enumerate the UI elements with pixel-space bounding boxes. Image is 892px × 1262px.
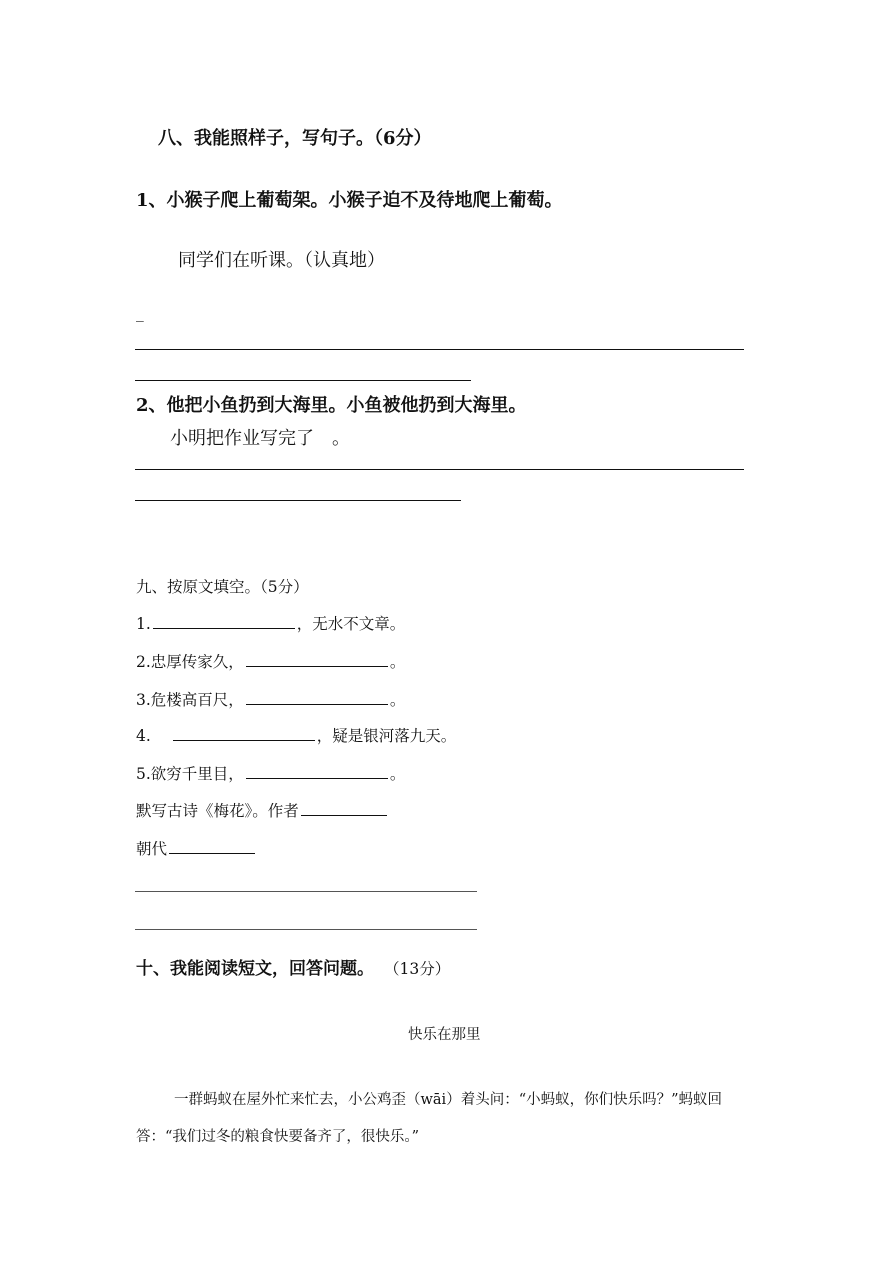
fill-item-5 [136,762,405,784]
fill-item-4-num: 4. [136,727,151,745]
q2-answer-line-2[interactable] [135,500,461,501]
dynasty-blank[interactable] [169,839,255,854]
fill-item-3-after: 。 [389,691,406,709]
fill-item-5-before: 欲穷千里目， [150,765,244,783]
dynasty-row [136,837,257,859]
fill-item-1-blank[interactable] [153,614,295,629]
section10-title: 十、我能阅读短文，回答问题。 [136,959,374,979]
passage-line-1: 一群蚂蚁在屋外忙来忙去，小公鸡歪（wāi）着头问：“小蚂蚁，你们快乐吗？”蚂蚁回 [174,1092,723,1108]
q2-answer-line-1[interactable] [135,469,744,470]
fill-item-2-num: 2. [136,653,151,671]
q1-example: 1、小猴子爬上葡萄架。小猴子迫不及待地爬上葡萄。 [136,190,563,211]
fill-item-2 [136,650,405,672]
section8-title: 八、我能照样子，写句子。（6分） [158,128,432,149]
fill-item-2-before: 忠厚传家久， [150,653,244,671]
fill-item-1-num: 1. [136,615,151,633]
section10-score: （13分） [384,960,451,978]
q1-answer-line-2[interactable] [135,380,471,381]
poem-answer-line-2[interactable] [135,929,477,930]
section9-title: 九、按原文填空。（5分） [136,578,309,596]
section10-heading [136,954,450,979]
q2-example: 2、他把小鱼扔到大海里。小鱼被他扔到大海里。 [136,395,527,416]
poem-author-blank[interactable] [301,801,387,816]
fill-item-1-after: ，无水不文章。 [296,615,406,633]
fill-item-3-blank[interactable] [246,690,388,705]
poem-author-label: 默写古诗《梅花》。作者 [136,802,299,820]
q1-prompt: 同学们在听课。（认真地） [178,250,385,271]
fill-item-4 [136,724,456,746]
fill-item-1 [136,612,405,634]
passage-title: 快乐在那里 [408,1027,481,1043]
fill-item-5-after: 。 [389,765,406,783]
fill-item-3-before: 危楼高百尺， [150,691,244,709]
poem-answer-line-1[interactable] [135,891,477,892]
poem-author-row [136,799,389,821]
dynasty-label: 朝代 [136,840,168,858]
fill-item-4-after: ，疑是银河落九天。 [316,727,457,745]
fill-item-3-num: 3. [136,691,151,709]
fill-item-2-blank[interactable] [246,652,388,667]
passage-line-2: 答：“我们过冬的粮食快要备齐了，很快乐。” [136,1129,420,1145]
fill-item-5-num: 5. [136,765,151,783]
fill-item-5-blank[interactable] [246,764,388,779]
q1-mark: _ [136,304,144,322]
fill-item-2-after: 。 [389,653,406,671]
q1-answer-line-1[interactable] [135,349,744,350]
fill-item-4-blank[interactable] [173,726,315,741]
fill-item-3 [136,688,405,710]
q2-prompt: 小明把作业写完了 。 [170,428,350,449]
